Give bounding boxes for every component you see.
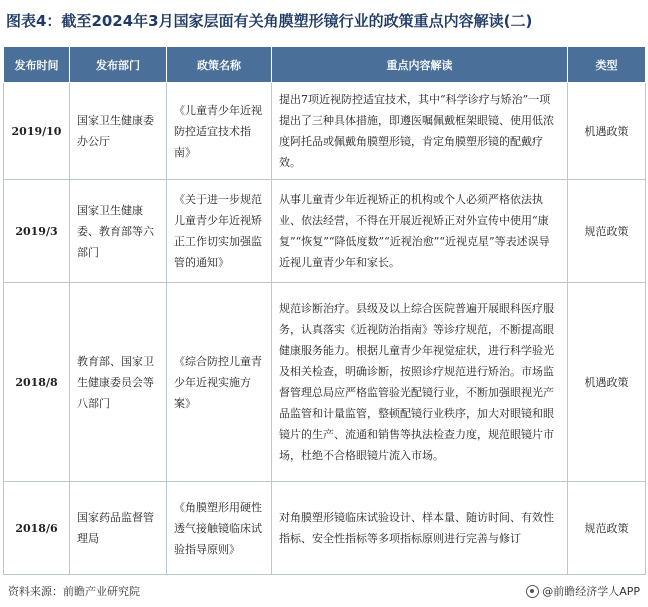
cell-type: 机遇政策 (568, 83, 646, 180)
header-name: 政策名称 (167, 47, 272, 83)
cell-dept: 国家卫生健康委、教育部等六部门 (70, 180, 167, 283)
cell-description: 从事儿童青少年近视矫正的机构或个人必须严格依法执业、依法经营，不得在开展近视矫正对外宣传中使用“康复”“恢复”“降低度数”“近视治愈”“近视克星”等表述误导近视儿童青少年和家长。 (272, 180, 568, 283)
table-row (4, 283, 646, 482)
cell-description: 提出7项近视防控适宜技术，其中“科学诊疗与矫治”一项提出了三种具体措施，即遵医嘱佩戴框架眼镜、使用低浓度阿托品或佩戴角膜塑形镜，肯定角膜塑形镜的配戴疗效。 (272, 83, 568, 180)
cell-date: 2019/3 (4, 180, 70, 283)
cell-policy-name: 《关于进一步规范儿童青少年近视矫正工作切实加强监管的通知》 (167, 180, 272, 283)
cell-type: 规范政策 (568, 180, 646, 283)
table-row (4, 180, 646, 283)
cell-dept: 教育部、国家卫生健康委员会等八部门 (70, 283, 167, 482)
header-dept: 发布部门 (70, 47, 167, 83)
cell-date: 2019/10 (4, 83, 70, 180)
page-title: 图表4：截至2024年3月国家层面有关角膜塑形镜行业的政策重点内容解读(二) (6, 12, 533, 30)
cell-type: 机遇政策 (568, 283, 646, 482)
cell-policy-name: 《角膜塑形用硬性透气接触镜临床试验指导原则》 (167, 482, 272, 575)
cell-policy-name: 《综合防控儿童青少年近视实施方案》 (167, 283, 272, 482)
cell-description: 对角膜塑形镜临床试验设计、样本量、随访时间、有效性指标、安全性指标等多项指标原则进行完善与修订 (272, 482, 568, 575)
table-row (4, 83, 646, 180)
header-date: 发布时间 (4, 47, 70, 83)
cell-date: 2018/8 (4, 283, 70, 482)
brand-logo-icon (526, 585, 539, 598)
header-type: 类型 (568, 47, 646, 83)
footer (0, 580, 648, 600)
cell-type: 规范政策 (568, 482, 646, 575)
table-header-row (4, 47, 646, 83)
brand-credit (526, 583, 640, 599)
cell-policy-name: 《儿童青少年近视防控适宜技术指南》 (167, 83, 272, 180)
table-row (4, 482, 646, 575)
cell-date: 2018/6 (4, 482, 70, 575)
header-desc: 重点内容解读 (272, 47, 568, 83)
source-note: 资料来源：前瞻产业研究院 (8, 585, 140, 598)
cell-dept: 国家卫生健康委办公厅 (70, 83, 167, 180)
cell-dept: 国家药品监督管理局 (70, 482, 167, 575)
cell-description: 规范诊断治疗。县级及以上综合医院普遍开展眼科医疗服务，认真落实《近视防治指南》等诊疗规范，不断提高眼健康服务能力。根据儿童青少年视觉症状，进行科学验光及相关检查，明确诊断，按照诊疗规范进行矫治。市场监督管理总局应严格监管验光配镜行业，不断加强眼视光产品监管和计量监管，整顿配镜行业秩序，加大对眼镜和眼镜片的生产、流通和销售等执法检查力度，规范眼镜片市场，杜绝不合格眼镜片流入市场。 (272, 283, 568, 482)
brand-text: @前瞻经济学人APP (542, 585, 640, 598)
policy-table (3, 46, 646, 575)
